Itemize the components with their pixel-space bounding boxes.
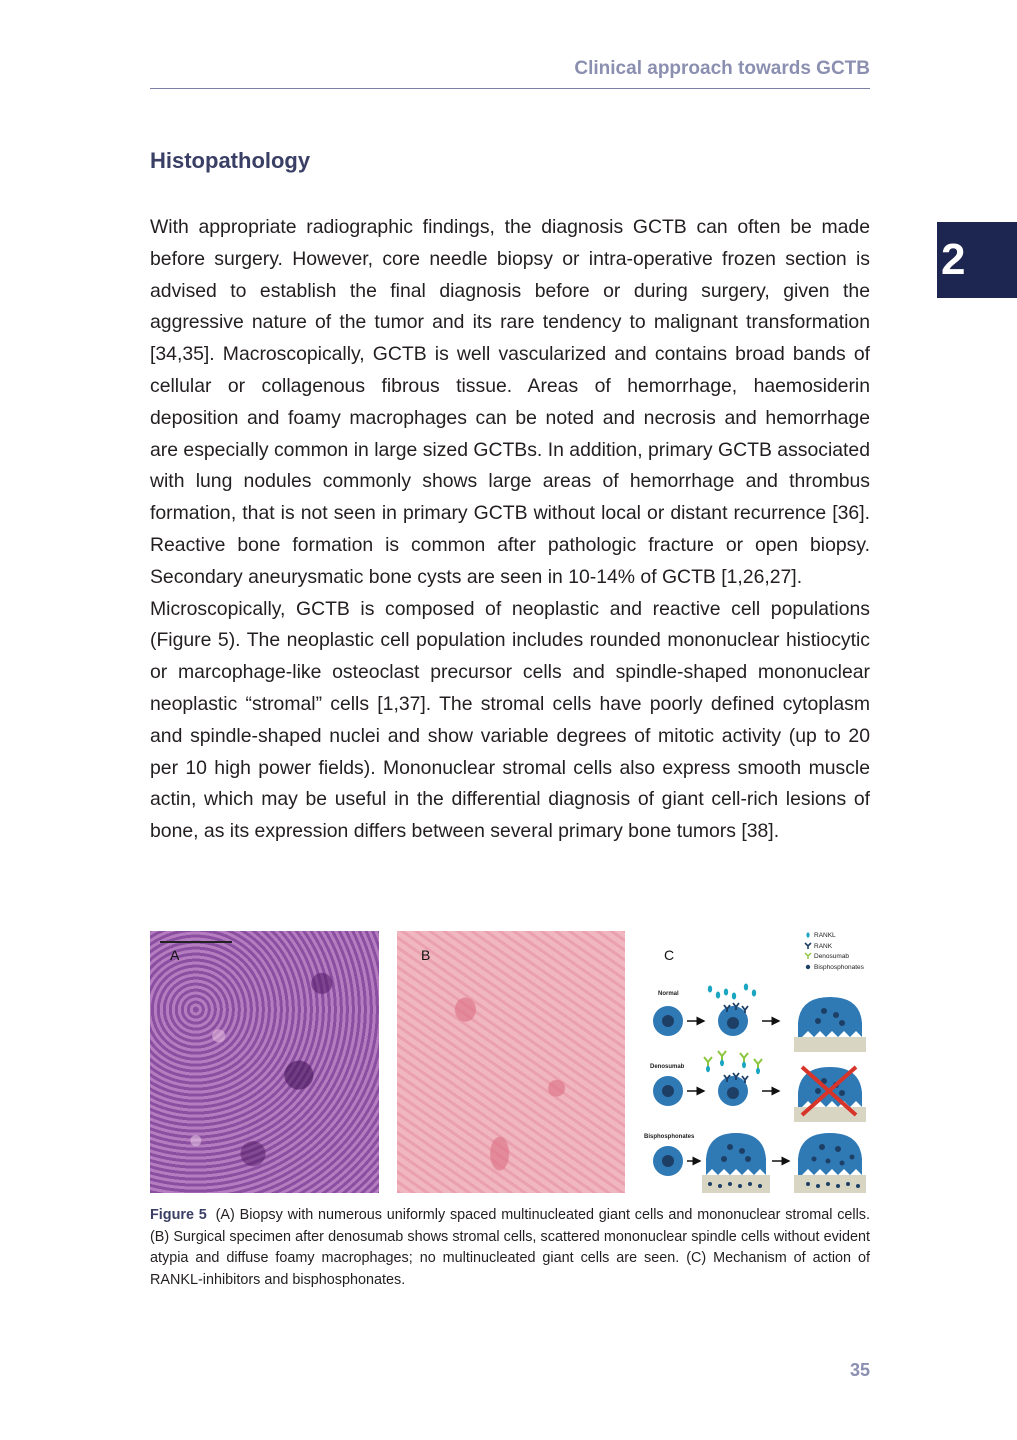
- body-text: [150, 212, 870, 848]
- legend-item-rankl: RANKL: [814, 932, 836, 939]
- denosumab-legend-icon: [805, 953, 811, 959]
- rankl-legend-icon: [806, 932, 809, 937]
- figure-panel-b-histology-image: [397, 931, 625, 1193]
- panel-label-c: C: [664, 947, 675, 963]
- figure-caption: [150, 1205, 870, 1291]
- row-label-denosumab: Denosumab: [650, 1064, 685, 1070]
- legend-item-bisphosphonates: Bisphosphonates: [814, 964, 864, 971]
- legend-item-denosumab: Denosumab: [814, 953, 850, 960]
- chapter-tab: 2: [937, 222, 1017, 298]
- scale-bar: [160, 941, 232, 943]
- rank-legend-icon: [805, 943, 811, 949]
- figure-panel-a-histology-image: [150, 931, 379, 1193]
- denosumab-row: [653, 1051, 866, 1122]
- osteoclast-bisphosphonate-before: [706, 1133, 766, 1175]
- osteoclast-normal: [798, 997, 862, 1037]
- row-label-normal: Normal: [658, 991, 679, 997]
- bisphosphonate-legend-icon: [806, 965, 810, 969]
- running-head: [150, 56, 870, 89]
- panel-label-a: A: [170, 947, 180, 963]
- paragraph: With appropriate radiographic findings, the diagnosis GCTB can often be made before surgery. However, core needle biopsy or intra-operative frozen section is advised to establish the final diagnosis before or during surgery, given the aggressive nature of the tumor and its rare tendency to malignant transformation [34,35]. Macroscopically, GCTB is well vascularized and contains broad bands of cellular or collagenous fibrous tissue. Areas of hemorrhage, haemosiderin deposition and foamy macrophages can be noted and necrosis and hemorrhage are especially common in large sized GCTBs. In addition, primary GCTB associated with lung nodules commonly shows large areas of hemorrhage and thrombus formation, that is not seen in primary GCTB without local or distant recurrence [36]. Reactive bone formation is common after pathologic fracture or open biopsy. Secondary aneurysmatic bone cysts are seen in 10-14% of GCTB [1,26,27].: [150, 216, 870, 588]
- panel-label-b: B: [421, 947, 431, 963]
- running-head-text: Clinical approach towards GCTB: [574, 58, 870, 79]
- section-title: Histopathology: [150, 148, 311, 173]
- figure-panel-c-diagram: [642, 931, 870, 1193]
- legend: [805, 932, 865, 971]
- legend-item-rank: RANK: [814, 943, 833, 950]
- figure-5: [150, 931, 870, 1194]
- row-label-bisphosphonates: Bisphosphonates: [644, 1134, 695, 1140]
- osteoclast-bisphosphonate-after: [798, 1133, 862, 1175]
- normal-row: [653, 984, 866, 1053]
- page-number: 35: [849, 1360, 870, 1380]
- paragraph: Microscopically, GCTB is composed of neoplastic and reactive cell populations (Figure 5). The neoplastic cell population includes rounded mononuclear histiocytic or marcophage-like osteoclast precursor cells and spindle-shaped mononuclear neoplastic “stromal” cells [1,37]. The stromal cells have poorly defined cytoplasm and spindle-shaped nuclei and show variable degrees of mitotic activity (up to 20 per 10 high power fields). Mononuclear stromal cells also express smooth muscle actin, which may be useful in the differential diagnosis of giant cell-rich lesions of bone, as its expression differs between several primary bone tumors [38].: [150, 597, 870, 843]
- bisphosphonates-row: [653, 1133, 866, 1193]
- caption-label: Figure 5: [150, 1207, 207, 1223]
- caption-text: (A) Biopsy with numerous uniformly spaced multinucleated giant cells and mononuclear stromal cells. (B) Surgical specimen after denosumab shows stromal cells, scattered mononuclear spindle cells without evident atypia and diffuse foamy macrophages; no multinucleated giant cells are seen. (C) Mechanism of action of RANKL-inhibitors and bisphosphonates.: [150, 1207, 870, 1288]
- mechanism-diagram: [642, 931, 870, 1193]
